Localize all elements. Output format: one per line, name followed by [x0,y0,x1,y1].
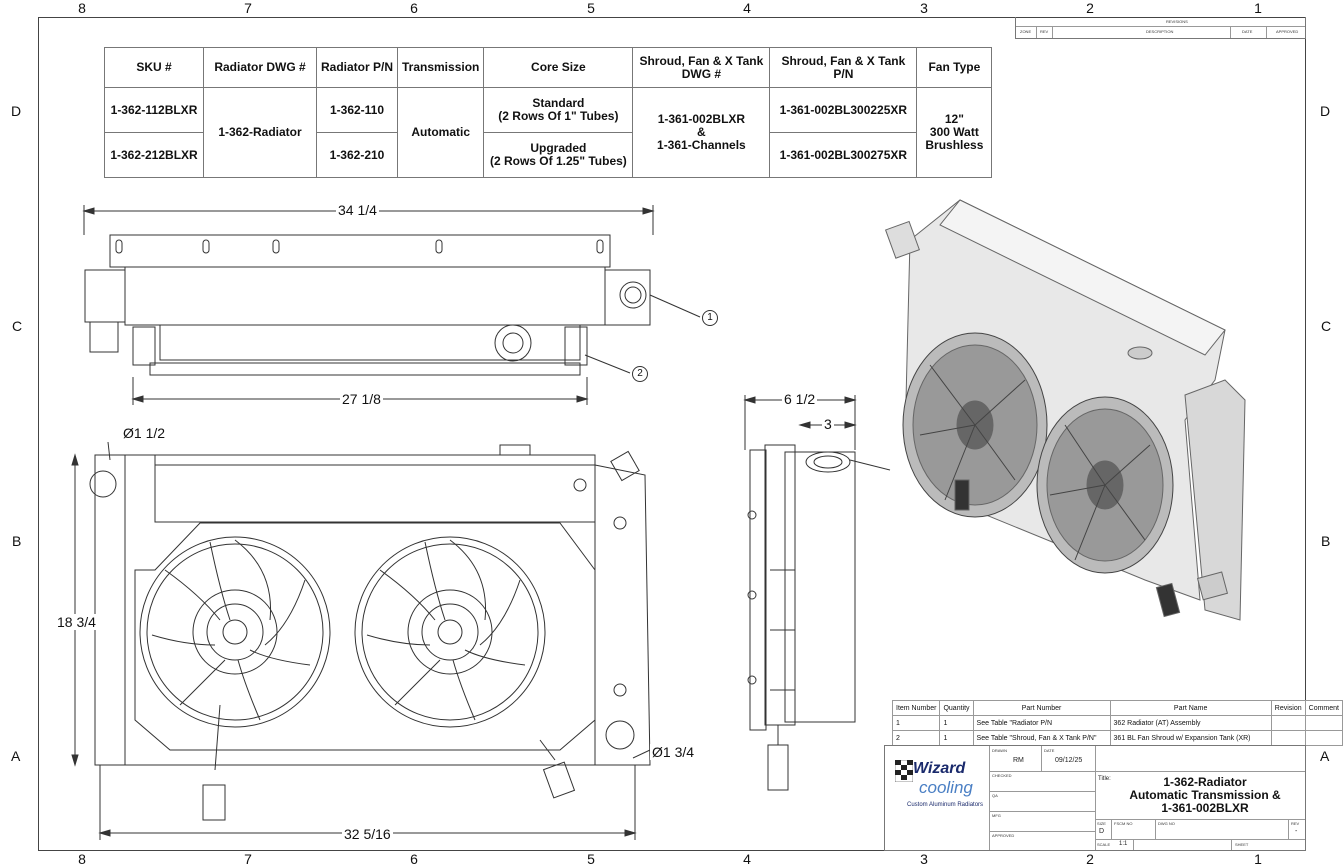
cell-sku-1: 1-362-112BLXR [105,88,204,133]
dim-front-width: 32 5/16 [344,826,391,842]
cell-radiator-pn-1: 1-362-110 [317,88,398,133]
bom-row-2-qty: 1 [940,731,973,746]
header-core-size: Core Size [484,48,633,88]
title-line-1: 1-362-Radiator [1163,775,1247,789]
zone-col-1: 1 [1254,851,1262,867]
header-shroud-dwg: Shroud, Fan & X Tank DWG # [633,48,770,88]
core-1-detail: (2 Rows Of 1" Tubes) [498,109,619,123]
tb-title-label: Title: [1098,776,1111,782]
checkered-flag-icon [895,760,913,782]
zone-col-7: 7 [244,851,252,867]
header-radiator-dwg: Radiator DWG # [204,48,317,88]
header-shroud-pn: Shroud, Fan & X Tank P/N [770,48,917,88]
zone-col-3: 3 [920,0,928,16]
bom-header-part-name: Part Name [1110,701,1271,716]
tb-scale-label: SCALE [1097,842,1111,847]
zone-col-2: 2 [1086,851,1094,867]
cell-radiator-pn-2: 1-362-210 [317,133,398,178]
bom-row-1-qty: 1 [940,716,973,731]
zone-col-1: 1 [1254,0,1262,16]
tb-qa: QA [992,793,998,798]
fan-a: 12" [944,112,964,126]
bom-header-comment: Comment [1305,701,1342,716]
wizard-cooling-logo [895,760,985,814]
dim-inlet-dia: Ø1 1/2 [123,425,166,441]
dim-top-inner: 27 1/8 [342,391,381,407]
title-line-2: Automatic Transmission & [1129,788,1281,802]
header-fan-type: Fan Type [917,48,992,88]
zone-row-d-right: D [1320,103,1331,119]
tb-rev: - [1295,828,1298,835]
core-2-name: Upgraded [530,141,587,155]
core-1-name: Standard [532,96,585,110]
drawing-title [1105,776,1305,815]
cell-core-2 [484,133,633,178]
bom-row-1-name: 362 Radiator (AT) Assembly [1110,716,1271,731]
zone-row-b: B [12,533,22,549]
bom-row-2-name: 361 BL Fan Shroud w/ Expansion Tank (XR) [1110,731,1271,746]
rev-rev: REV [1040,29,1049,34]
bom-row-2-comment [1305,731,1342,746]
bom-row-2-rev [1271,731,1305,746]
dim-outlet-dia: Ø1 3/4 [652,744,695,760]
bom-header-item: Item Number [893,701,940,716]
top-view-drawing [60,195,760,415]
zone-col-4: 4 [743,0,751,16]
bom-row-1-part: See Table "Radiator P/N [973,716,1110,731]
revisions-title: REVISIONS [1166,19,1188,24]
sku-table [104,47,992,178]
header-sku: SKU # [105,48,204,88]
side-view-drawing [730,390,900,840]
front-view-drawing [60,420,670,840]
balloon-2: 2 [632,366,648,382]
tb-drawn-label: DRAWN [992,748,1007,753]
tb-rev-label: REV [1291,821,1300,826]
bom-row-1-rev [1271,716,1305,731]
tb-checked: CHECKED [992,773,1012,778]
cell-transmission: Automatic [398,88,484,178]
shroud-dwg-c: 1-361-Channels [657,138,746,152]
bom-header-part-number: Part Number [973,701,1110,716]
logo-tagline: Custom Aluminum Radiators [907,802,984,808]
zone-col-8: 8 [78,851,86,867]
zone-col-7: 7 [244,0,252,16]
cell-shroud-dwg [633,88,770,178]
rev-date: DATE [1242,29,1253,34]
rev-approved: APPROVED [1276,29,1299,34]
rev-description: DESCRIPTION [1146,29,1174,34]
tb-date: 09/12/25 [1055,757,1083,764]
fan-b: 300 Watt [929,125,979,139]
logo-word-1: Wizard [913,760,966,777]
tb-size-label: SIZE [1097,821,1106,826]
zone-col-5: 5 [587,851,595,867]
core-2-detail: (2 Rows Of 1.25" Tubes) [489,154,627,168]
bom-row-1-item: 1 [893,716,940,731]
zone-row-c: C [12,318,23,334]
zone-row-c-right: C [1321,318,1332,334]
tb-mfg: MFG [992,813,1001,818]
bom-header-qty: Quantity [940,701,973,716]
tb-scale: 1:1 [1119,841,1128,847]
revisions-block [1015,17,1306,39]
title-line-3: 1-361-002BLXR [1161,801,1249,815]
dim-top-width: 34 1/4 [338,202,377,218]
zone-col-6: 6 [410,0,418,16]
cell-fan-type [917,88,992,178]
zone-row-a: A [11,748,21,764]
zone-columns-bottom [0,851,1343,868]
cell-sku-2: 1-362-212BLXR [105,133,204,178]
zone-col-3: 3 [920,851,928,867]
zone-col-4: 4 [743,851,751,867]
isometric-view [885,180,1275,630]
zone-row-d: D [11,103,22,119]
zone-col-6: 6 [410,851,418,867]
tb-fscm-label: FSCM NO [1114,821,1133,826]
tb-size: D [1099,828,1105,835]
shroud-dwg-b: & [697,125,706,139]
header-transmission: Transmission [398,48,484,88]
shroud-dwg-a: 1-361-002BLXR [657,112,746,126]
cell-shroud-pn-2: 1-361-002BL300275XR [770,133,917,178]
balloon-1: 1 [702,310,718,326]
zone-col-2: 2 [1086,0,1094,16]
tb-approved: APPROVED [992,833,1015,838]
header-radiator-pn: Radiator P/N [317,48,398,88]
zone-columns-top [0,0,1343,17]
cell-radiator-dwg: 1-362-Radiator [204,88,317,178]
zone-row-b-right: B [1321,533,1331,549]
tb-date-label: DATE [1044,748,1055,753]
zone-row-a-right: A [1320,748,1330,764]
bom-row-1-comment [1305,716,1342,731]
dim-side-depth: 6 1/2 [784,391,816,407]
logo-word-2: cooling [919,778,973,797]
bom-table [892,700,1343,746]
fan-c: Brushless [925,138,984,152]
tb-drawn: RM [1013,757,1024,764]
tb-dwg-label: DWG NO [1158,821,1175,826]
tb-sheet-label: SHEET [1235,842,1249,847]
dim-side-offset: 3 [824,416,832,432]
dim-height: 18 3/4 [57,614,96,630]
cell-shroud-pn-1: 1-361-002BL300225XR [770,88,917,133]
zone-col-5: 5 [587,0,595,16]
cell-core-1 [484,88,633,133]
zone-col-8: 8 [78,0,86,16]
rev-zone: ZONE [1020,29,1032,34]
bom-row-2-part: See Table "Shroud, Fan & X Tank P/N" [973,731,1110,746]
bom-header-revision: Revision [1271,701,1305,716]
bom-row-2-item: 2 [893,731,940,746]
